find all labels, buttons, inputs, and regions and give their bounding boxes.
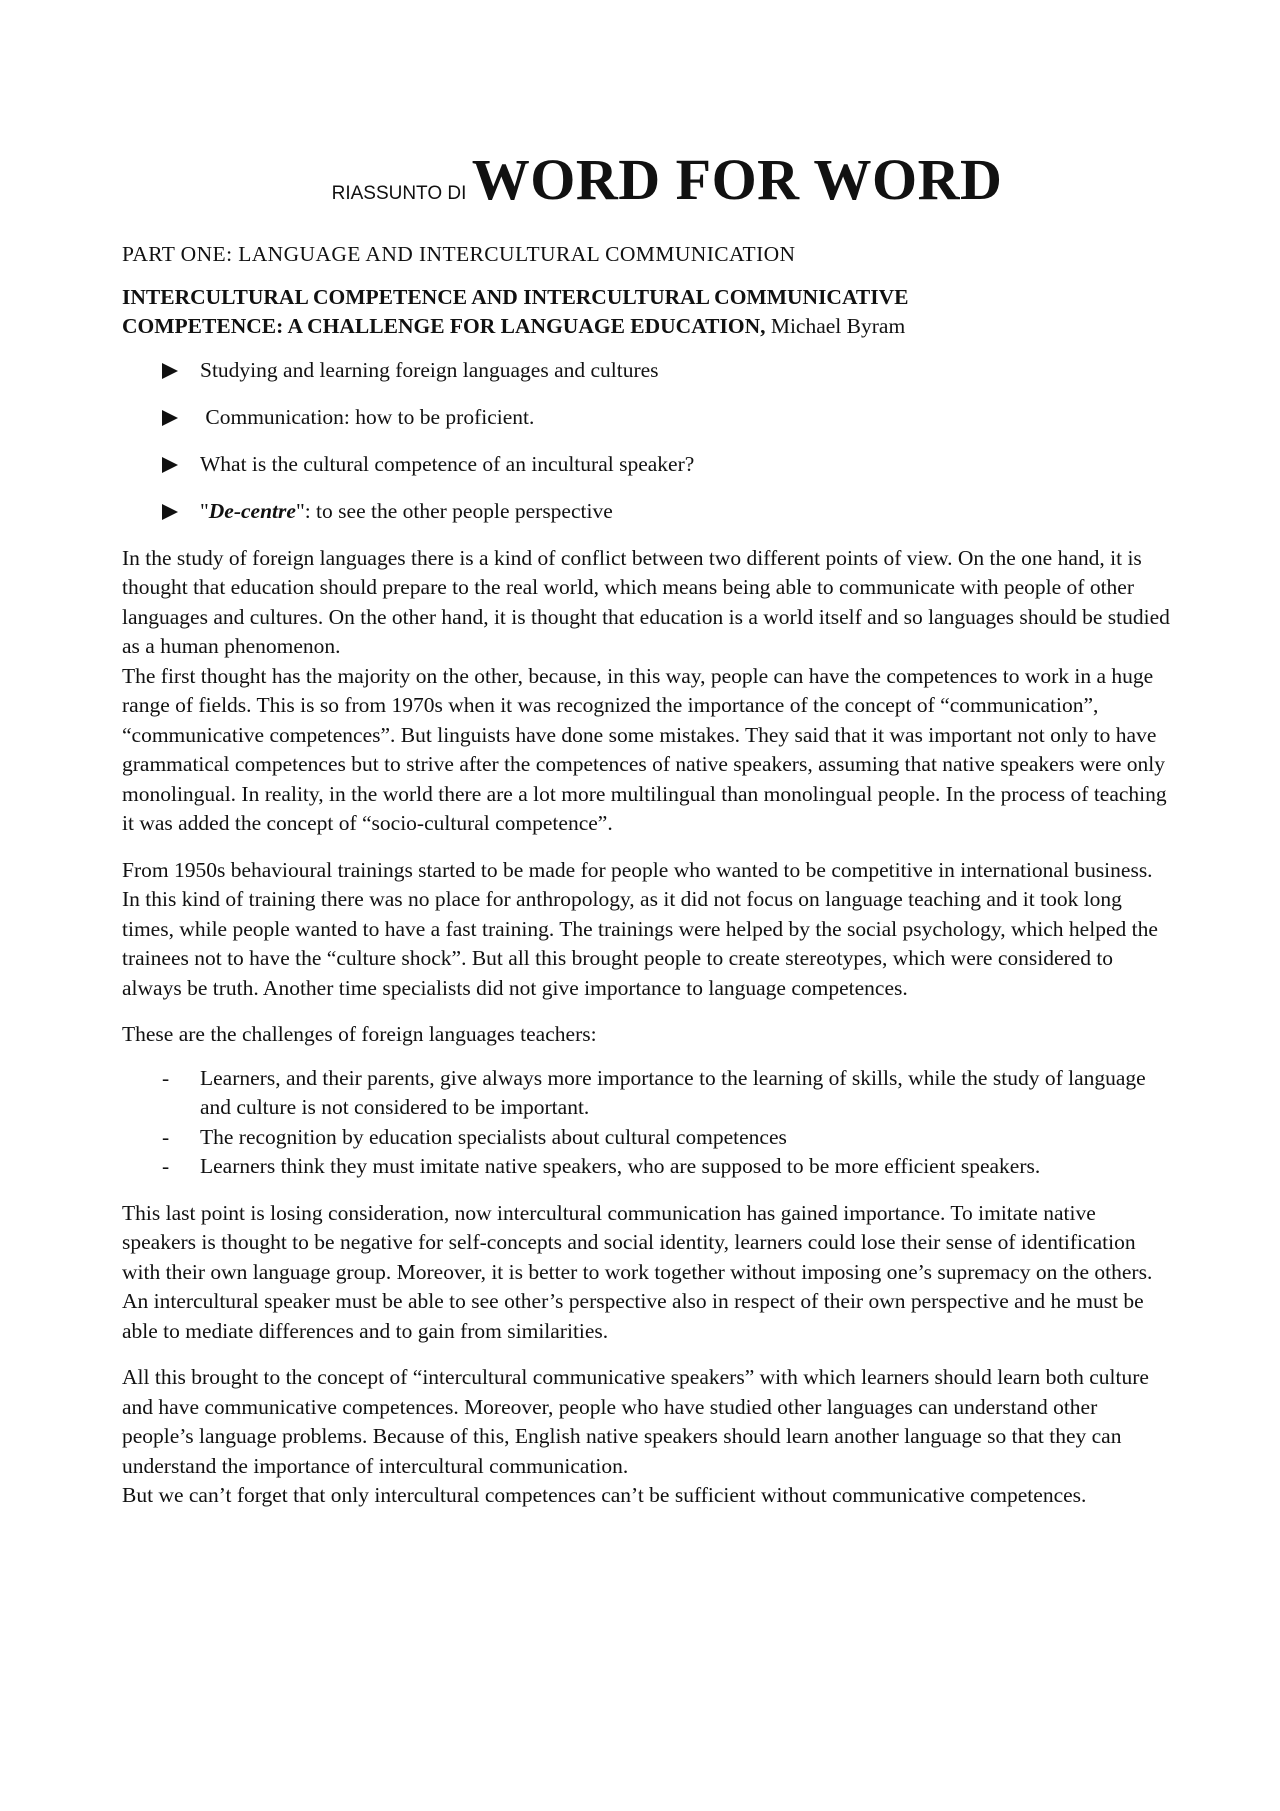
list-item [162,450,1172,480]
list-item-text: Learners, and their parents, give always more importance to the learning of skills, while the study of language and culture is not considered to be important. [200,1065,1146,1119]
section-heading-line2: COMPETENCE: A CHALLENGE FOR LANGUAGE EDUCATION, [122,314,766,338]
dash-bullet: - [162,1124,170,1149]
list-item [162,356,1172,386]
paragraph-3: From 1950s behavioural trainings started to be made for people who wanted to be competitive in international business. In this kind of training there was no place for anthropology, as it did not focus on language teaching and it took long times, while people wanted to have a fast training. The trainings were helped by the social psychology, which helped the trainees not to have the “culture shock”. But all this brought people to create stereotypes, which were considered to always be truth. Another time specialists did not give importance to language competences. [122,857,1158,1000]
arrow-bullet-icon [162,504,178,520]
arrow-bullet-icon [162,457,178,473]
part-heading: PART ONE: LANGUAGE AND INTERCULTURAL COMMUNICATION [122,242,796,266]
section-heading-line1: INTERCULTURAL COMPETENCE AND INTERCULTURAL COMMUNICATIVE [122,284,909,309]
dash-bullet: - [162,1154,170,1178]
section-author: Michael Byram [770,314,906,338]
dash-bullet: - [162,1065,170,1090]
document-body [122,147,1172,1511]
list-item [162,1152,1172,1182]
paragraph-2: The first thought has the majority on the other, because, in this way, people can have the competences to work in a huge range of fields. This is so from 1970s when it was recognized the importance of the concept of “communication”, “communicative competences”. But linguists have done some mistakes. They said that it was important not only to have grammatical competences but to strive after the competences of native speakers, assuming that native speakers were only monolingual. In reality, in the world there are a lot more multilingual than monolingual people. In the process of teaching it was added the concept of “socio-cultural competence”. [122,663,1167,835]
document-title [162,147,1172,222]
paragraph-7: All this brought to the concept of “intercultural communicative speakers” with which learners should learn both culture and have communicative competences. Moreover, people who have studied other languages can understand other people’s language problems. Because of this, English native speakers should learn another language so that they can understand the importance of intercultural communication. [122,1365,1149,1478]
paragraph-1: In the study of foreign languages there is a kind of conflict between two different points of view. On the one hand, it is thought that education should prepare to the real world, which means being able to communicate with people of other languages and cultures. On the other hand, it is thought that education is a world itself and so languages should be studied as a human phenomenon. [122,545,1170,658]
decentre-term: De-centre [208,498,296,523]
paragraph-5: This last point is losing consideration, now intercultural communication has gained importance. To imitate native speakers is thought to be negative for self-concepts and social identity, learners could lose their sense of identification with their own language group. Moreover, it is better to work together without imposing one’s supremacy on the others. [122,1200,1153,1284]
key-points-list [122,356,1172,527]
list-item [162,497,1172,527]
list-item [162,1123,1172,1153]
paragraph-4: These are the challenges of foreign languages teachers: [122,1022,597,1046]
list-item [162,403,1172,433]
title-main: WORD FOR WORD [471,147,1003,212]
paragraph-6: An intercultural speaker must be able to see other’s perspective also in respect of their own perspective and he must be able to mediate differences and to gain from similarities. [122,1289,1144,1343]
title-prefix: RIASSUNTO DI [331,183,467,204]
quote-open: " [200,498,209,523]
list-item-text: ": to see the other people perspective [295,498,613,523]
paragraph-8: But we can’t forget that only intercultural competences can’t be sufficient without communicative competences. [122,1483,1087,1507]
list-item-text: The recognition by education specialists about cultural competences [200,1124,787,1149]
arrow-bullet-icon [162,363,178,379]
list-item-text: Studying and learning foreign languages and cultures [200,357,659,382]
challenges-list [122,1064,1172,1182]
section-heading [122,283,1172,342]
list-item [162,1064,1172,1123]
list-item-text: What is the cultural competence of an incultural speaker? [200,451,695,476]
arrow-bullet-icon [162,410,178,426]
list-item-text: Communication: how to be proficient. [200,404,535,429]
list-item-text: Learners think they must imitate native speakers, who are supposed to be more efficient speakers. [200,1154,1041,1178]
